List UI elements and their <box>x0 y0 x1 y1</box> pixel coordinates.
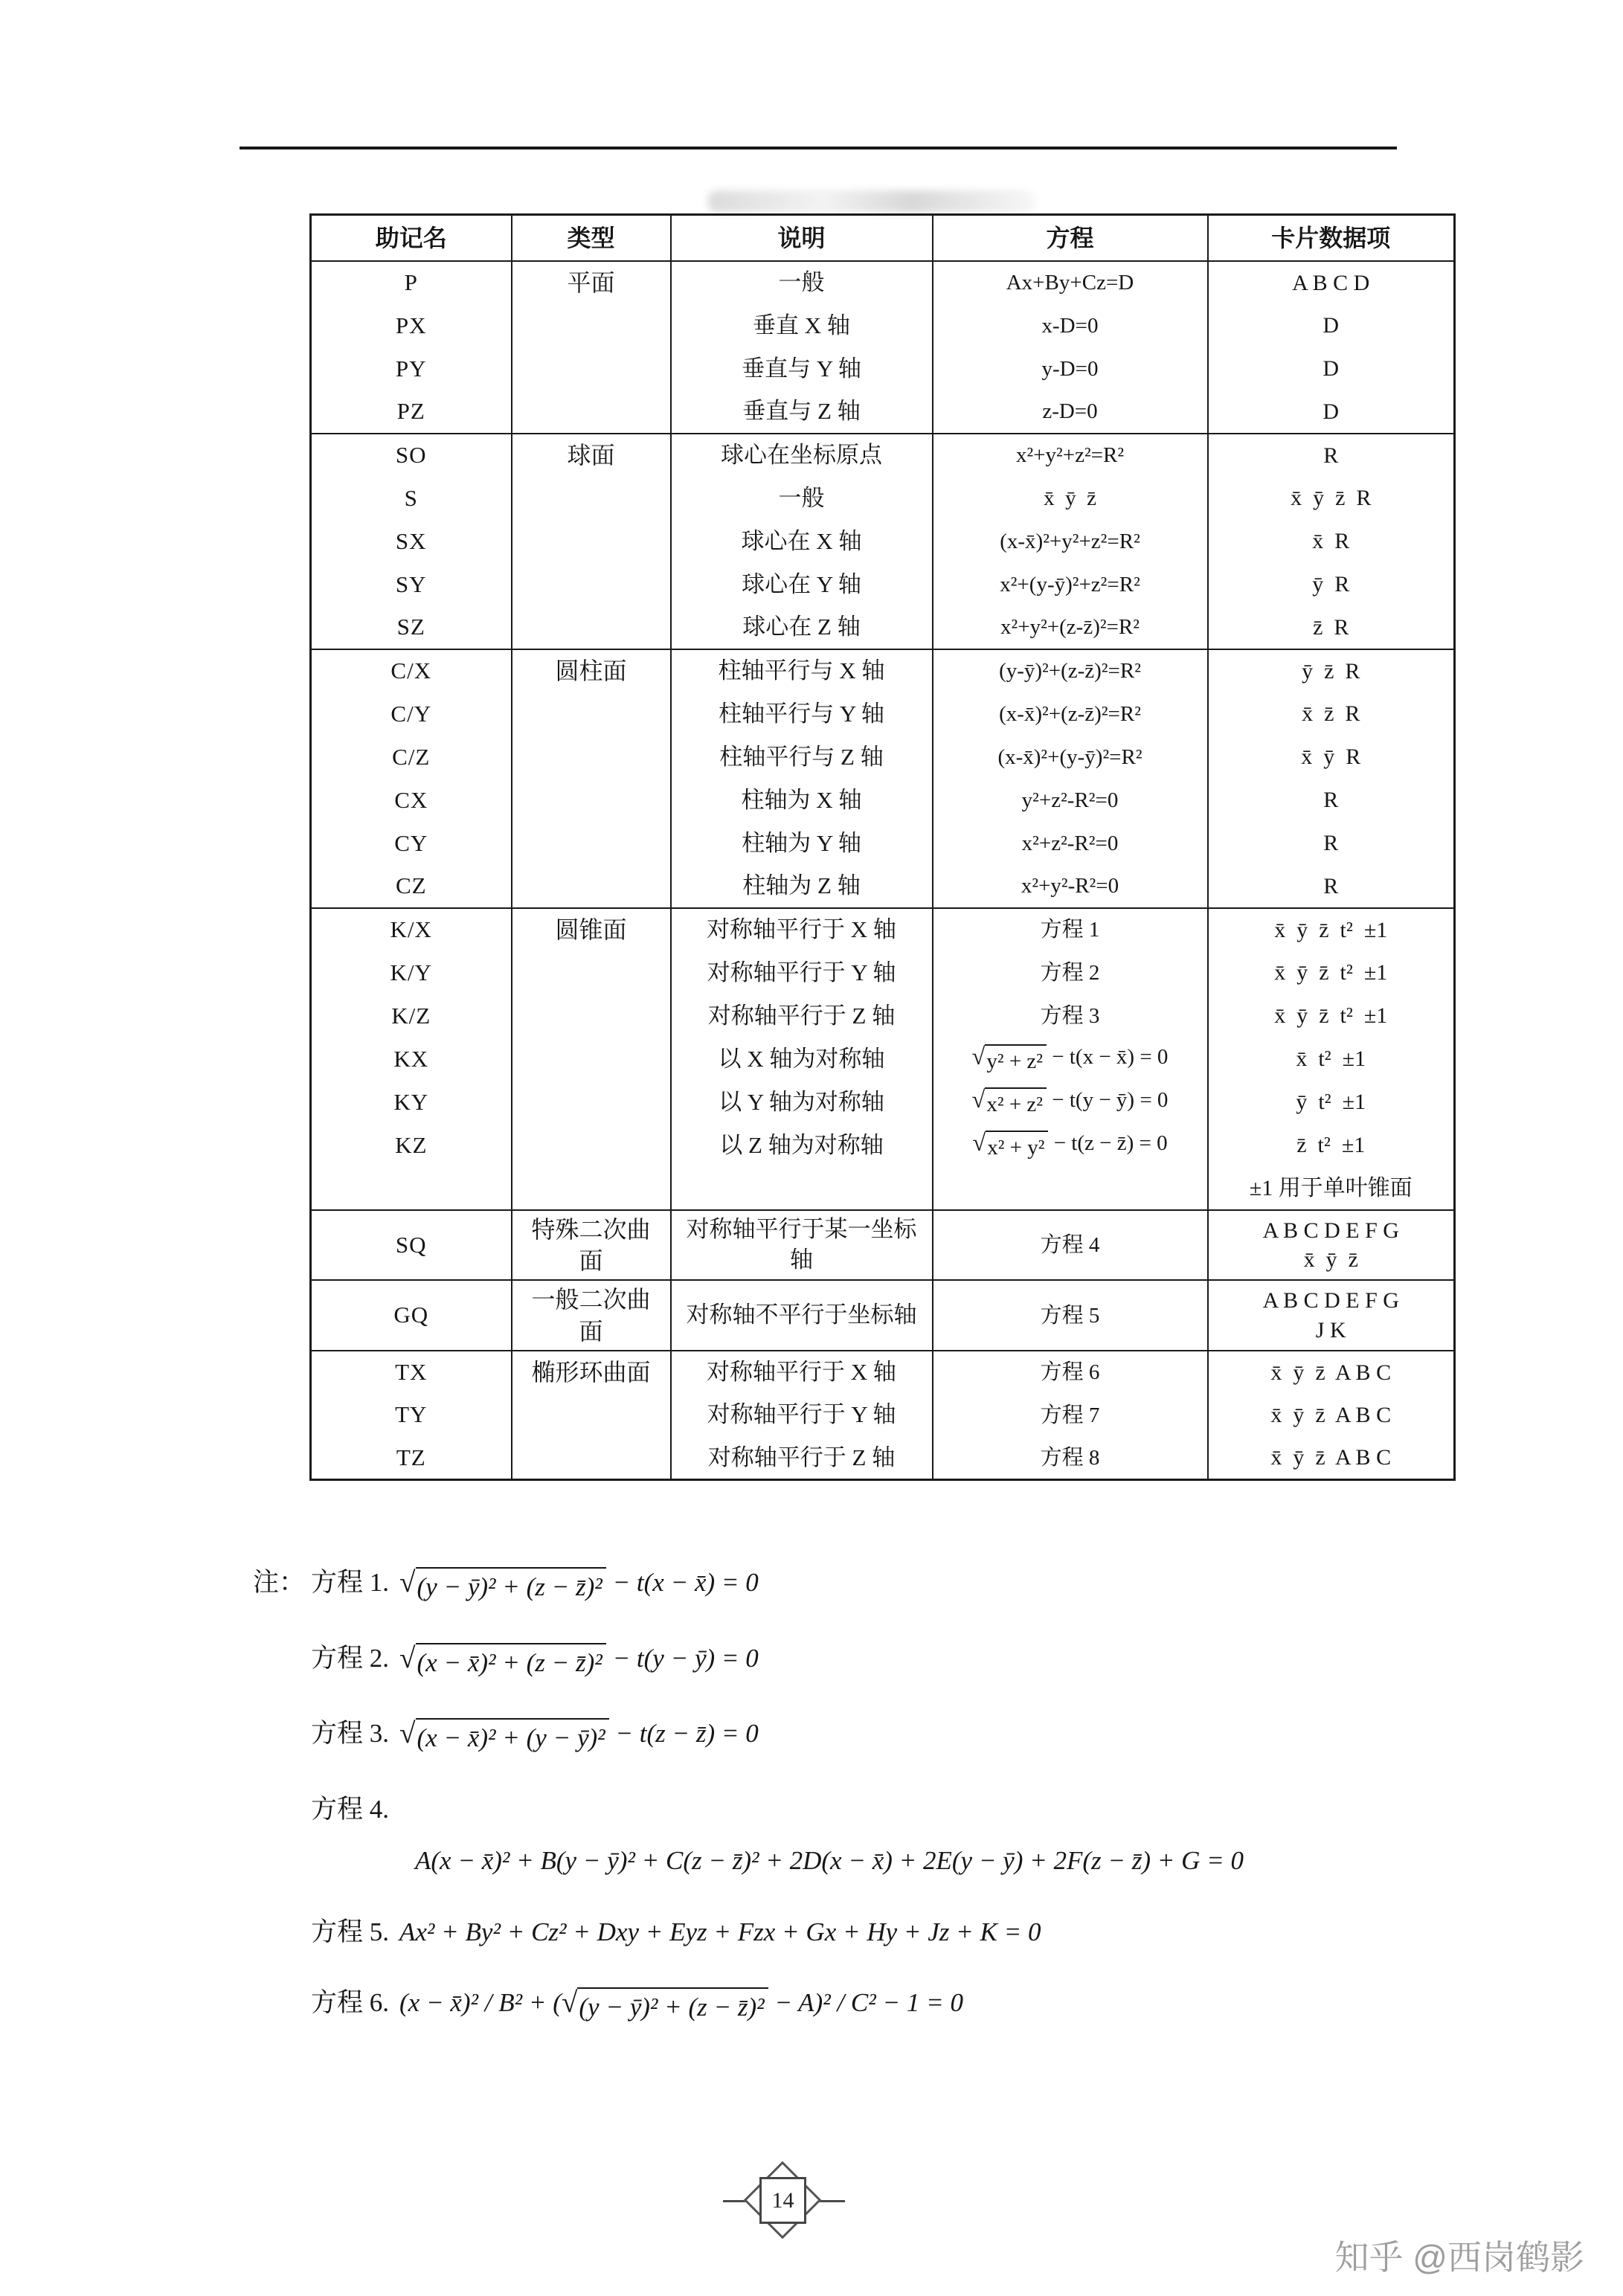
cell-card: ȳ R <box>1312 572 1350 597</box>
cell-card: D <box>1322 313 1340 338</box>
table-row <box>311 477 1455 520</box>
cell-type <box>512 736 671 779</box>
cell-mnemonic: KZ <box>311 1124 512 1167</box>
cell-type <box>512 304 671 347</box>
cell-card: x̄ ȳ z̄ R <box>1291 486 1372 511</box>
equation-note <box>253 1986 1458 2025</box>
cell-mnemonic: S <box>311 477 512 520</box>
note-label: 方程 6. <box>311 1988 390 2017</box>
cell-eq: 方程 1 <box>933 908 1208 951</box>
table-group-general-quadric <box>311 1280 1455 1350</box>
equation-note <box>253 1566 1458 1604</box>
table-group-special-quadric <box>311 1210 1455 1280</box>
cell-desc: 对称轴平行于某一坐标轴 <box>671 1210 933 1280</box>
column-header-4: 卡片数据项 <box>1271 224 1391 251</box>
cell-eq: Ax+By+Cz=D <box>933 261 1208 304</box>
cell-eq: 方程 6 <box>933 1351 1208 1394</box>
table-row <box>311 1210 1455 1280</box>
table-row <box>311 390 1455 434</box>
radicand: (y − ȳ)² + (z − z̄)² <box>577 1987 768 2025</box>
table-row <box>311 908 1455 951</box>
table-group-sphere <box>311 434 1455 649</box>
radical-sign: √ <box>971 1043 986 1070</box>
note-label: 方程 1. <box>311 1568 390 1597</box>
equation-note <box>253 1717 1458 1755</box>
cell-mnemonic: CY <box>311 822 512 865</box>
cell-type <box>512 390 671 434</box>
note-label: 方程 4. <box>311 1794 390 1824</box>
cell-desc: 垂直 X 轴 <box>671 304 933 347</box>
cell-type: 圆锥面 <box>512 908 671 951</box>
cell-mnemonic: TZ <box>311 1437 512 1480</box>
cell-type <box>512 1394 671 1437</box>
table-row <box>311 1167 1455 1210</box>
cell-mnemonic: K/X <box>311 908 512 951</box>
surface-card-table <box>309 213 1456 1481</box>
table-row <box>311 649 1455 692</box>
cell-card: R <box>1323 831 1339 856</box>
radicand: (x − x̄)² + (y − ȳ)² <box>416 1718 609 1755</box>
cell-line: J K <box>1315 1317 1346 1342</box>
cell-desc <box>671 1167 933 1210</box>
radical-sign: √ <box>971 1086 986 1113</box>
table-row <box>311 1038 1455 1081</box>
radical-sign: √ <box>399 1566 416 1598</box>
cell-type <box>512 520 671 563</box>
table-row <box>311 736 1455 779</box>
cell-card: x̄ ȳ R <box>1301 745 1361 770</box>
cell-desc: 柱轴为 Z 轴 <box>671 865 933 908</box>
cell-card: z̄ R <box>1313 614 1349 640</box>
cell-mnemonic: K/Y <box>311 951 512 994</box>
cell-eq: 方程 3 <box>933 994 1208 1038</box>
note-equation: √ (y − ȳ)² + (z − z̄)² − t(x − x̄) = 0 <box>399 1568 759 1597</box>
cell-mnemonic: P <box>311 261 512 304</box>
cell-type <box>512 1167 671 1210</box>
cell-eq: √ x² + z² − t(y − ȳ) = 0 <box>933 1081 1208 1124</box>
cell-mnemonic: SZ <box>311 606 512 649</box>
table-row <box>311 520 1455 563</box>
cell-mnemonic: PY <box>311 347 512 390</box>
radical-expression <box>399 1718 609 1755</box>
cell-mnemonic: K/Z <box>311 994 512 1038</box>
cell-type <box>512 1437 671 1480</box>
note-equation: √ (x − x̄)² + (z − z̄)² − t(y − ȳ) = 0 <box>399 1644 759 1673</box>
note-label: 方程 2. <box>311 1643 390 1673</box>
cell-eq: (x-x̄)²+(y-ȳ)²=R² <box>933 736 1208 779</box>
cell-card: x̄ ȳ z̄ t² ±1 <box>1274 960 1388 985</box>
cell-line: A B C D E F G <box>1262 1288 1399 1313</box>
radicand: (y − ȳ)² + (z − z̄)² <box>416 1567 606 1604</box>
top-horizontal-rule <box>240 147 1397 149</box>
radical-expression <box>972 1087 1047 1119</box>
cell-mnemonic: PZ <box>311 390 512 434</box>
cell-eq: (y-ȳ)²+(z-z̄)²=R² <box>933 649 1208 692</box>
cell-eq: (x-x̄)²+(z-z̄)²=R² <box>933 692 1208 736</box>
cell-eq: √ y² + z² − t(x − x̄) = 0 <box>933 1038 1208 1081</box>
watermark-text: 知乎 @西岗鹤影 <box>1334 2238 1584 2277</box>
cell-desc: 对称轴平行于 Y 轴 <box>671 951 933 994</box>
column-header-3: 方程 <box>933 215 1208 262</box>
equation-note <box>253 1641 1458 1680</box>
cell-type <box>512 347 671 390</box>
cell-eq: 方程 4 <box>933 1210 1208 1280</box>
cell-desc: 柱轴为 X 轴 <box>671 779 933 822</box>
cell-mnemonic: C/Y <box>311 692 512 736</box>
table-row <box>311 779 1455 822</box>
cell-desc: 球心在 Y 轴 <box>671 563 933 606</box>
table-row <box>311 1351 1455 1394</box>
cell-mnemonic: KX <box>311 1038 512 1081</box>
cell-desc: 柱轴平行与 X 轴 <box>671 649 933 692</box>
cell-card: x̄ t² ±1 <box>1296 1046 1366 1072</box>
cell-eq: y²+z²-R²=0 <box>933 779 1208 822</box>
cell-type: 圆柱面 <box>512 649 671 692</box>
page-number-box <box>759 2177 806 2224</box>
cell-card: A B C D <box>1292 270 1370 295</box>
cell-mnemonic: CZ <box>311 865 512 908</box>
cell-type <box>512 865 671 908</box>
cell-desc: 球心在 Z 轴 <box>671 606 933 649</box>
cell-desc: 对称轴平行于 Z 轴 <box>671 1437 933 1480</box>
cell-card: x̄ R <box>1312 529 1350 554</box>
column-header-1: 类型 <box>512 215 671 262</box>
cell-type <box>512 1124 671 1167</box>
cell-type: 椭形环曲面 <box>512 1351 671 1394</box>
cell-card: D <box>1322 356 1340 382</box>
cell-eq: (x-x̄)²+y²+z²=R² <box>933 520 1208 563</box>
cell-card: x̄ ȳ z̄ A B C <box>1270 1403 1392 1428</box>
cell-desc: 一般 <box>671 261 933 304</box>
cell-desc: 对称轴不平行于坐标轴 <box>671 1280 933 1350</box>
cell-card: x̄ z̄ R <box>1302 701 1360 727</box>
note-equation: A(x − x̄)² + B(y − ȳ)² + C(z − z̄)² + 2D(x − x̄) + 2E(y − ȳ) + 2F(z − z̄) + G = 0 <box>415 1846 1244 1875</box>
cell-mnemonic: SQ <box>311 1210 512 1280</box>
cell-type <box>512 994 671 1038</box>
radical-sign: √ <box>399 1717 416 1749</box>
cell-type <box>512 1038 671 1081</box>
cell-eq: x²+y²+z²=R² <box>933 434 1208 477</box>
cell-mnemonic: SO <box>311 434 512 477</box>
column-header-0: 助记名 <box>311 215 512 262</box>
cell-eq: x²+y²+(z-z̄)²=R² <box>933 606 1208 649</box>
cell-type <box>512 779 671 822</box>
equation-note <box>253 1792 1458 1878</box>
radical-sign: √ <box>972 1129 986 1157</box>
page-number-ornament <box>744 2161 824 2242</box>
table-row <box>311 434 1455 477</box>
cell-mnemonic: CX <box>311 779 512 822</box>
cell-type: 平面 <box>512 261 671 304</box>
cell-desc: 柱轴平行与 Z 轴 <box>671 736 933 779</box>
cell-desc: 一般 <box>671 477 933 520</box>
table-group-torus <box>311 1351 1455 1480</box>
cell-eq: x̄ ȳ z̄ <box>933 477 1208 520</box>
equation-notes-section <box>253 1566 1458 2062</box>
table-header <box>311 215 1455 262</box>
table-row <box>311 951 1455 994</box>
note-label: 方程 3. <box>311 1719 390 1748</box>
cell-eq: x²+z²-R²=0 <box>933 822 1208 865</box>
note-prefix: 注： <box>253 1568 306 1597</box>
table-row <box>311 822 1455 865</box>
cell-card: R <box>1323 443 1339 468</box>
cell-type <box>512 477 671 520</box>
cell-card: x̄ ȳ z̄ t² ±1 <box>1274 1003 1388 1029</box>
cell-desc: 球心在 X 轴 <box>671 520 933 563</box>
cell-mnemonic: SX <box>311 520 512 563</box>
cell-card: ȳ t² ±1 <box>1296 1090 1366 1115</box>
cell-type <box>512 1081 671 1124</box>
cell-desc: 对称轴平行于 X 轴 <box>671 908 933 951</box>
cell-type: 特殊二次曲面 <box>512 1210 671 1280</box>
cell-eq <box>933 1167 1208 1210</box>
column-header-2: 说明 <box>671 215 933 262</box>
cell-mnemonic: KY <box>311 1081 512 1124</box>
cell-mnemonic: PX <box>311 304 512 347</box>
cell-type <box>512 951 671 994</box>
cell-mnemonic <box>311 1167 512 1210</box>
cell-card: D <box>1322 399 1340 424</box>
cell-mnemonic: GQ <box>311 1280 512 1350</box>
table-row <box>311 606 1455 649</box>
cell-desc: 球心在坐标原点 <box>671 434 933 477</box>
cell-card: R <box>1323 873 1339 898</box>
cell-card: ȳ z̄ R <box>1302 658 1360 684</box>
cell-card <box>1208 1210 1455 1280</box>
radical-expression <box>399 1643 606 1680</box>
cell-line: A B C D E F G <box>1262 1218 1399 1243</box>
cell-type <box>512 822 671 865</box>
cell-type <box>512 606 671 649</box>
radical-sign: √ <box>399 1641 416 1674</box>
cell-eq: 方程 7 <box>933 1394 1208 1437</box>
cell-card: R <box>1323 788 1339 813</box>
cell-eq: x²+(y-ȳ)²+z²=R² <box>933 563 1208 606</box>
table-row <box>311 304 1455 347</box>
cell-desc: 以 Y 轴为对称轴 <box>671 1081 933 1124</box>
table-row <box>311 994 1455 1038</box>
note-equation: √ (x − x̄)² + (y − ȳ)² − t(z − z̄) = 0 <box>399 1719 759 1748</box>
radical-expression <box>399 1567 606 1604</box>
table-row <box>311 1124 1455 1167</box>
surface-card-table-wrap <box>309 213 1453 1481</box>
table-row <box>311 1280 1455 1350</box>
table-row <box>311 865 1455 908</box>
table-header-row <box>311 215 1455 262</box>
table-row <box>311 1437 1455 1480</box>
cell-card: ±1 用于单叶锥面 <box>1249 1175 1413 1200</box>
cell-line: x̄ ȳ z̄ <box>1303 1247 1358 1273</box>
cell-mnemonic: C/X <box>311 649 512 692</box>
cell-desc: 垂直与 Z 轴 <box>671 390 933 434</box>
cell-type <box>512 563 671 606</box>
cell-desc: 对称轴平行于 X 轴 <box>671 1351 933 1394</box>
table-row <box>311 1081 1455 1124</box>
cell-eq: 方程 5 <box>933 1280 1208 1350</box>
cell-eq: z-D=0 <box>933 390 1208 434</box>
table-group-cone <box>311 908 1455 1210</box>
cell-desc: 垂直与 Y 轴 <box>671 347 933 390</box>
cell-card: x̄ ȳ z̄ A B C <box>1270 1360 1392 1385</box>
note-label: 方程 5. <box>311 1917 390 1946</box>
radicand: y² + z² <box>985 1044 1047 1075</box>
radicand: x² + z² <box>985 1087 1047 1119</box>
cell-eq: x-D=0 <box>933 304 1208 347</box>
note-equation: Ax² + By² + Cz² + Dxy + Eyz + Fzx + Gx + Hy + Jz + K = 0 <box>399 1917 1041 1946</box>
cell-desc: 对称轴平行于 Y 轴 <box>671 1394 933 1437</box>
table-row <box>311 347 1455 390</box>
cell-desc: 柱轴为 Y 轴 <box>671 822 933 865</box>
note-equation: (x − x̄)² / B² + ( √ (y − ȳ)² + (z − z̄)² − A)² / C² − 1 = 0 <box>399 1988 963 2017</box>
equation-note <box>253 1915 1458 1949</box>
cell-eq: 方程 8 <box>933 1437 1208 1480</box>
cell-desc: 以 Z 轴为对称轴 <box>671 1124 933 1167</box>
page-number: 14 <box>771 2187 794 2213</box>
table-row <box>311 261 1455 304</box>
cell-card: x̄ ȳ z̄ t² ±1 <box>1274 917 1388 942</box>
cell-type: 球面 <box>512 434 671 477</box>
cell-eq: 方程 2 <box>933 951 1208 994</box>
table-group-plane <box>311 261 1455 434</box>
radical-expression <box>562 1987 768 2025</box>
cell-mnemonic: TX <box>311 1351 512 1394</box>
cell-mnemonic: SY <box>311 563 512 606</box>
cell-eq: √ x² + y² − t(z − z̄) = 0 <box>933 1124 1208 1167</box>
radicand: x² + y² <box>986 1131 1048 1162</box>
radical-expression <box>972 1131 1048 1162</box>
table-row <box>311 563 1455 606</box>
cell-eq: x²+y²-R²=0 <box>933 865 1208 908</box>
table-row <box>311 692 1455 736</box>
radical-expression <box>972 1044 1047 1075</box>
cell-mnemonic: C/Z <box>311 736 512 779</box>
table-group-cylinder <box>311 649 1455 908</box>
scan-bleedthrough-artifact <box>708 190 1035 213</box>
radical-sign: √ <box>561 1987 578 2019</box>
cell-type <box>512 692 671 736</box>
cell-card: x̄ ȳ z̄ A B C <box>1270 1445 1392 1470</box>
radicand: (x − x̄)² + (z − z̄)² <box>416 1643 606 1680</box>
cell-card <box>1208 1280 1455 1350</box>
table-row <box>311 1394 1455 1437</box>
cell-desc: 柱轴平行与 Y 轴 <box>671 692 933 736</box>
cell-mnemonic: TY <box>311 1394 512 1437</box>
cell-desc: 以 X 轴为对称轴 <box>671 1038 933 1081</box>
cell-type: 一般二次曲面 <box>512 1280 671 1350</box>
cell-desc: 对称轴平行于 Z 轴 <box>671 994 933 1038</box>
cell-eq: y-D=0 <box>933 347 1208 390</box>
cell-card: z̄ t² ±1 <box>1296 1133 1366 1158</box>
